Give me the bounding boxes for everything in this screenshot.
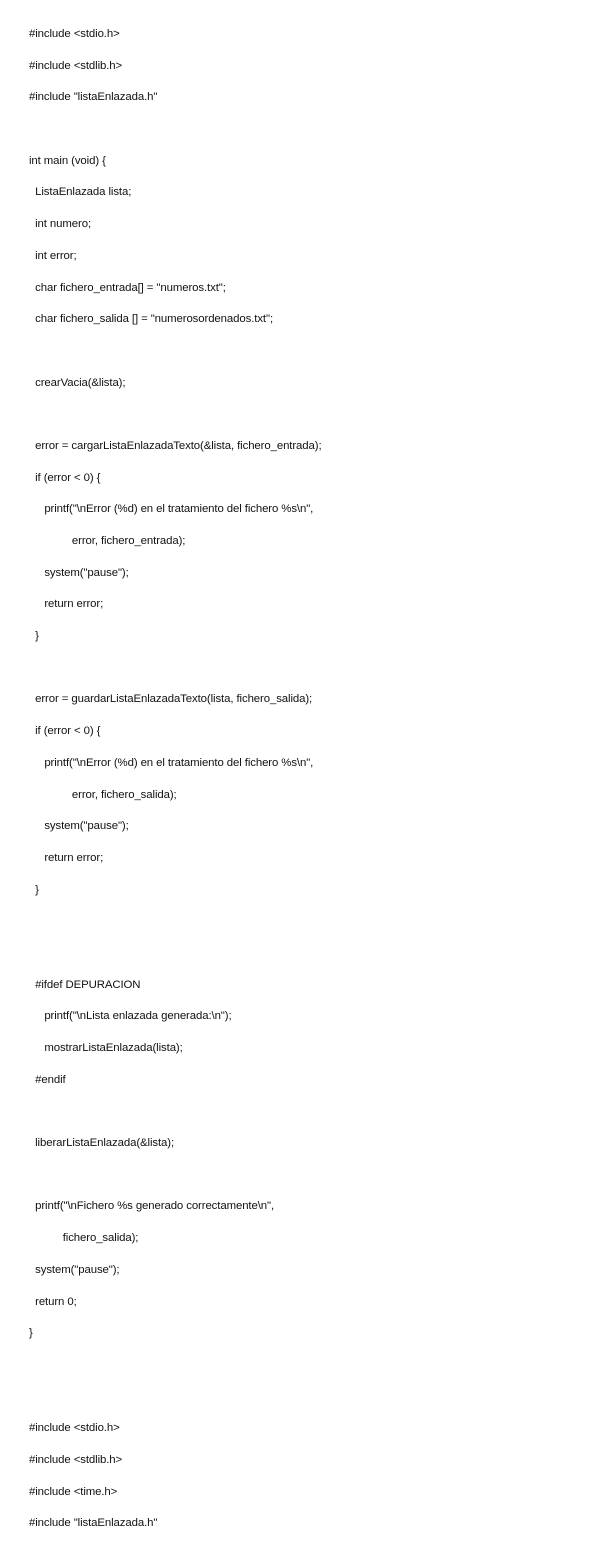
source-code-block [29,27,322,1564]
code-line-47: #include <time.h> [29,1485,118,1498]
code-line-8: int error; [29,249,77,262]
code-line-11 [29,344,322,360]
code-line-26: system("pause"); [29,820,129,833]
code-line-19: return error; [29,598,104,611]
code-line-21 [29,661,322,677]
code-line-27: return error; [29,851,104,864]
code-line-28: } [29,883,39,896]
code-line-46: #include <stdlib.h> [29,1453,123,1466]
code-line-9: char fichero_entrada[] = "numeros.txt"; [29,281,226,294]
code-line-16: printf("\nError (%d) en el tratamiento del fichero %s\n", [29,503,314,516]
code-line-36: liberarListaEnlazada(&lista); [29,1137,175,1150]
code-line-44 [29,1390,322,1406]
code-line-39: fichero_salida); [29,1232,139,1245]
code-line-3: #include "listaEnlazada.h" [29,91,158,104]
code-line-24: printf("\nError (%d) en el tratamiento del fichero %s\n", [29,756,314,769]
code-line-23: if (error < 0) { [29,725,101,738]
code-line-41: return 0; [29,1295,77,1308]
code-line-38: printf("\nFichero %s generado correctamente\n", [29,1200,275,1213]
code-line-22: error = guardarListaEnlazadaTexto(lista, fichero_salida); [29,693,313,706]
code-line-13 [29,407,322,423]
code-line-34: #endif [29,1073,66,1086]
code-line-4 [29,122,322,138]
code-line-42: } [29,1327,33,1340]
code-line-25: error, fichero_salida); [29,788,177,801]
code-line-31: #ifdef DEPURACION [29,978,141,991]
code-line-17: error, fichero_entrada); [29,535,186,547]
code-line-18: system("pause"); [29,566,129,579]
code-line-15: if (error < 0) { [29,471,101,484]
code-line-5: int main (void) { [29,154,106,167]
code-line-10: char fichero_salida [] = "numerosordenados.txt"; [29,313,274,326]
code-line-29 [29,914,322,930]
code-line-35 [29,1104,322,1120]
code-line-2: #include <stdlib.h> [29,59,123,72]
code-line-32: printf("\nLista enlazada generada:\n"); [29,1010,232,1023]
code-line-33: mostrarListaEnlazada(lista); [29,1042,183,1054]
code-line-12: crearVacia(&lista); [29,376,126,389]
code-line-7: int numero; [29,218,92,231]
code-line-20: } [29,630,39,643]
code-line-43 [29,1358,322,1374]
code-line-1: #include <stdio.h> [29,28,120,40]
code-line-30 [29,946,322,962]
code-line-6: ListaEnlazada lista; [29,186,132,199]
code-line-48: #include "listaEnlazada.h" [29,1517,158,1530]
code-line-45: #include <stdio.h> [29,1422,120,1435]
code-line-14: error = cargarListaEnlazadaTexto(&lista, fichero_entrada); [29,439,322,452]
code-line-37 [29,1168,322,1184]
code-line-40: system("pause"); [29,1263,120,1276]
